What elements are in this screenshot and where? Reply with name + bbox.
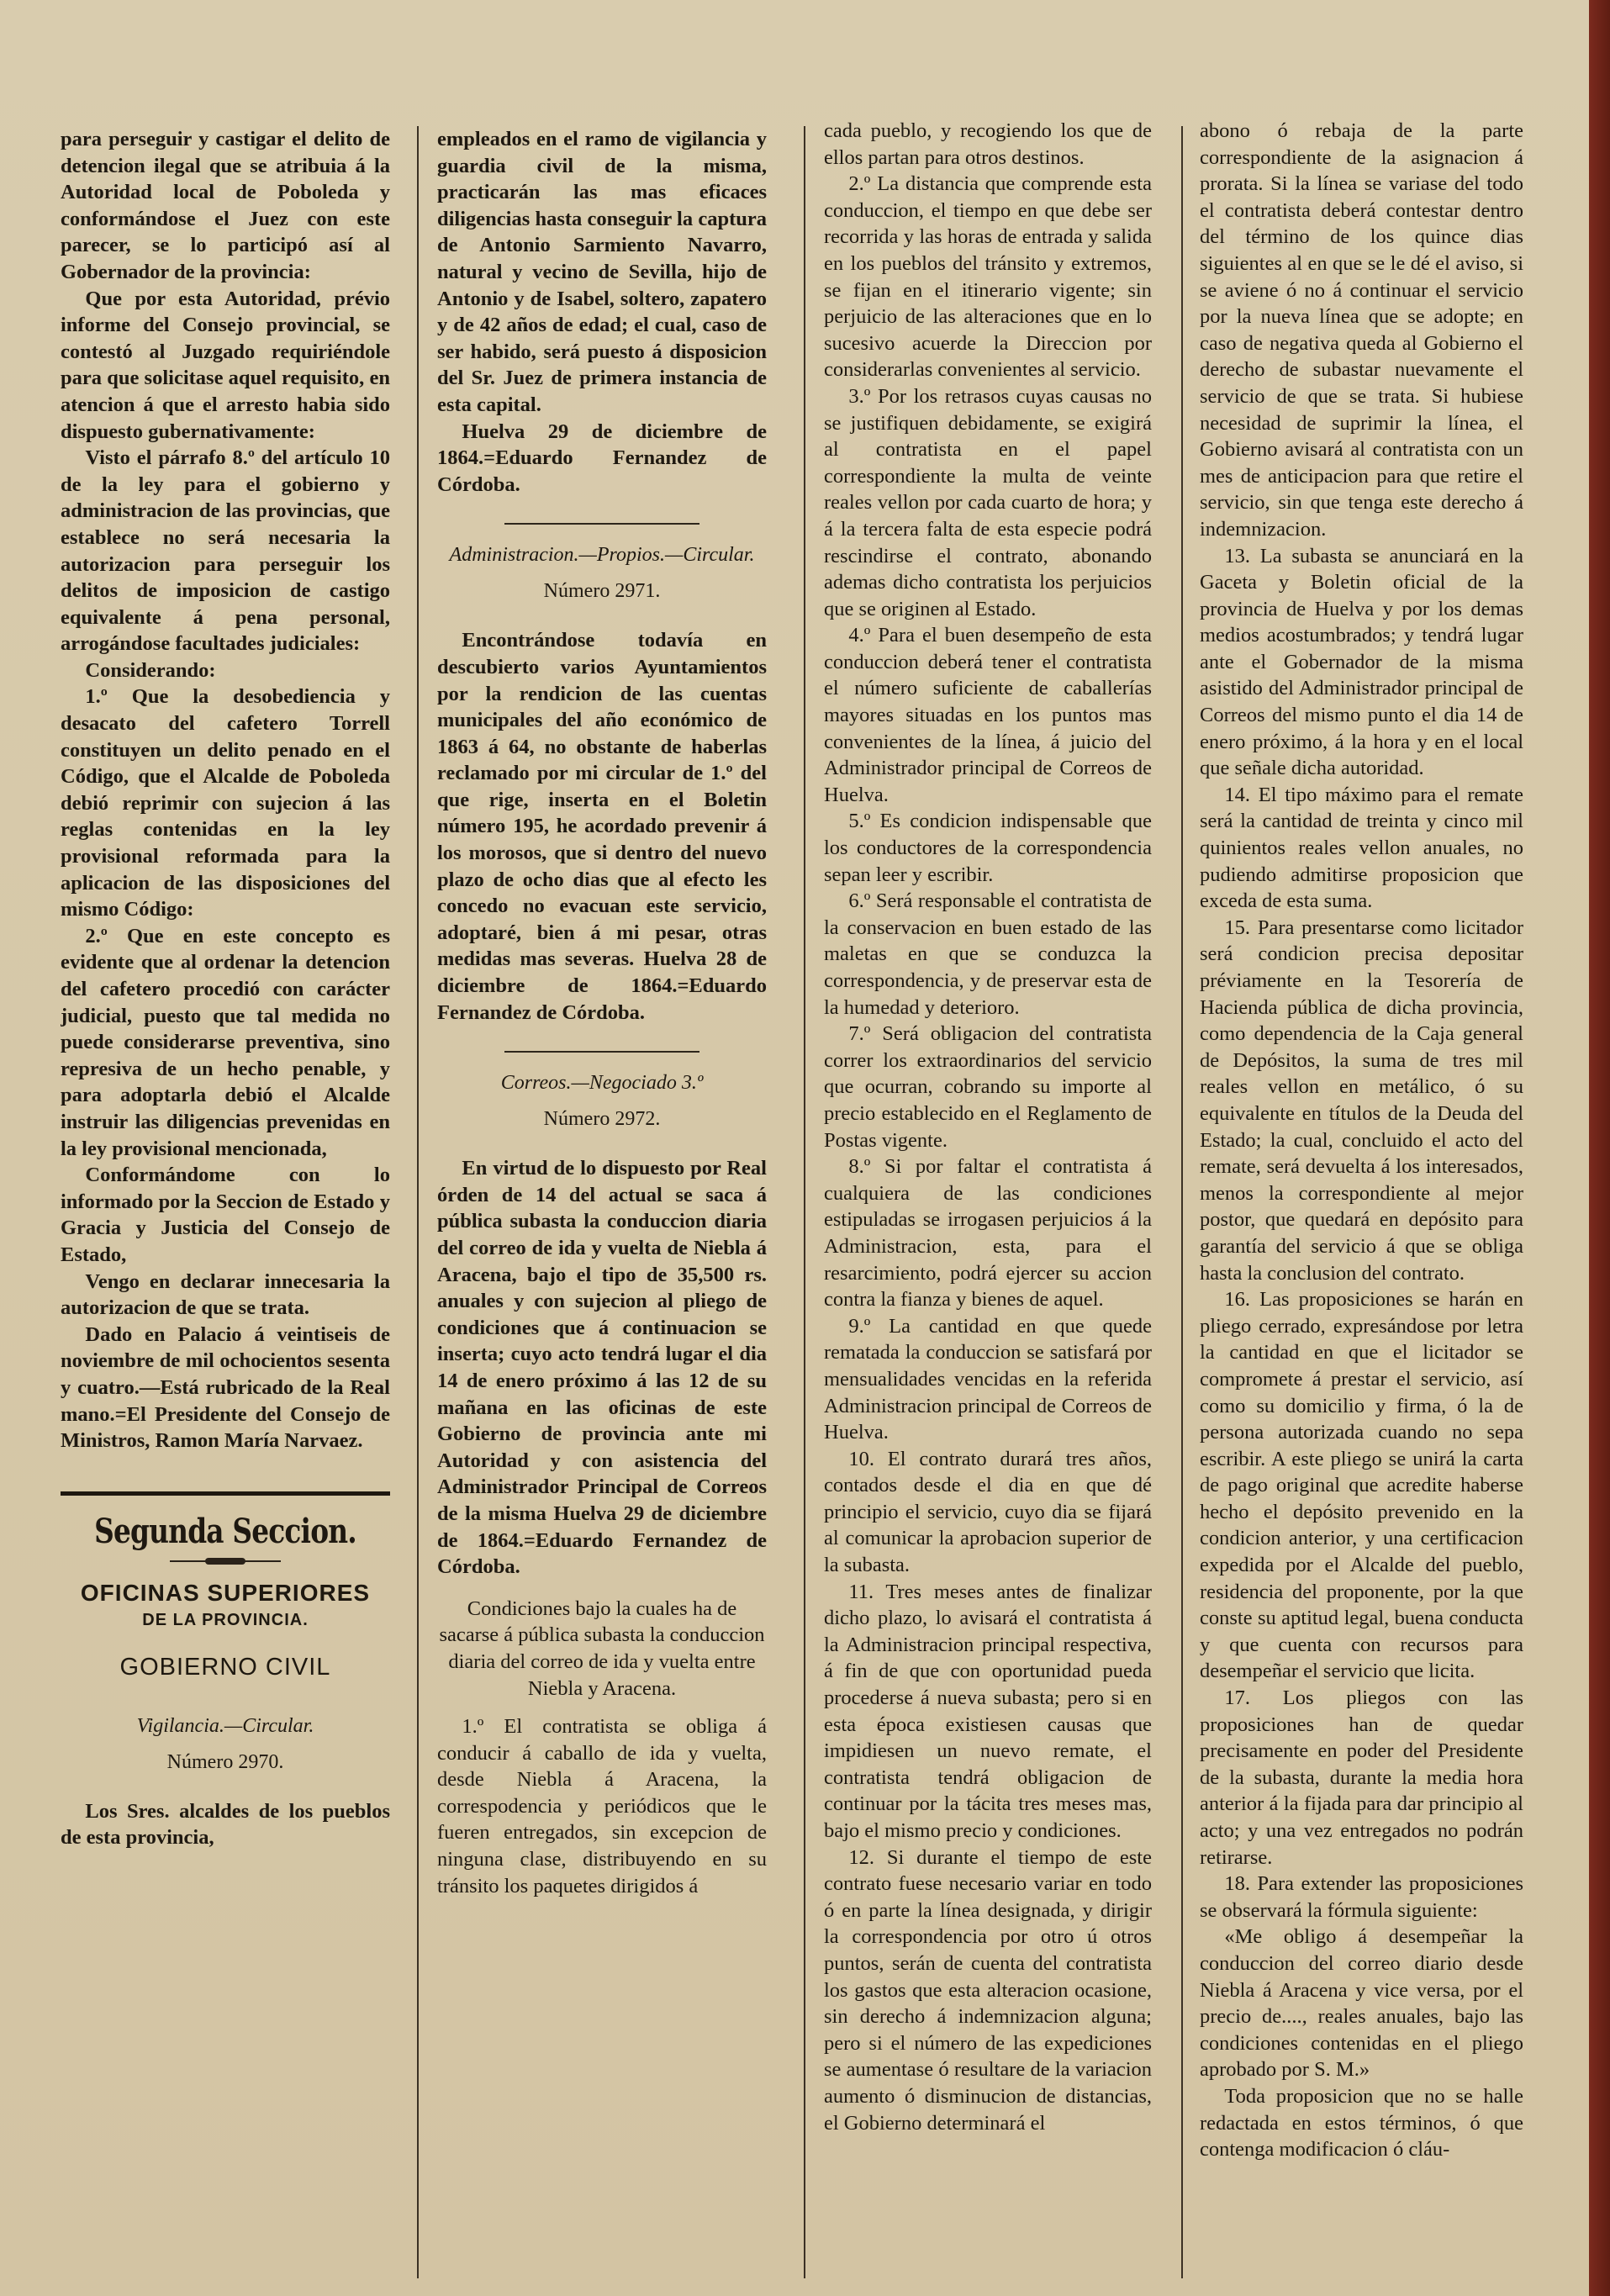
paragraph: 17. Los pliegos con las proposiciones han de quedar precisamente en poder del Presidente de la subasta, durante la media hora anterior á la fijada para dar principio al acto; y una vez entregados no podrán retirarse. bbox=[1200, 1686, 1523, 1869]
subsection-title: Correos.—Negociado 3.º bbox=[500, 1072, 704, 1095]
paragraph: 7.º Será obligacion del contratista correr los extraordinarios del servicio que ocurran, cobrando su importe al precio establecido en el Reglamento de Postas vigente. bbox=[824, 1022, 1152, 1152]
paragraph: Dado en Palacio á veintiseis de noviembre de mil ochocientos sesenta y cuatro.—Está rubricado de la Real mano.=El Presidente del Consejo de Ministros, Ramon María Narvaez. bbox=[61, 1322, 390, 1453]
notice-number: Número 2970. bbox=[166, 1750, 284, 1773]
paragraph: 15. Para presentarse como licitador será condicion precisa depositar préviamente en la Tesorería de Hacienda pública de dicha provincia, como dependencia de la Caja general de Depósitos, la suma de tres mil reales vellon en metálico, ó su equivalente en títulos de la Deuda del Estado; la cual, concluido el acto del remate, será devuelta á los interesados, menos la correspondiente al mejor postor, que quedará en depósito para garantía del servicio á que se obliga hasta la conclusion del contrato. bbox=[1200, 916, 1523, 1285]
paragraph: abono ó rebaja de la parte correspondiente de la asignacion á prorata. Si la línea se variase del todo el contratista deberá contestar dentro del término de los quince dias siguientes al en que se le dé el aviso, si se aviene ó no á continuar el servicio por la nueva línea que se adopte; en caso de negativa queda al Gobierno el derecho de subastar nuevamente el servicio de que se trata. Si hubiese necesidad de suprimir la línea, el Gobierno avisará al contratista con un mes de anticipacion para que retire el servicio, sin que tenga este derecho á indemnizacion. bbox=[1200, 119, 1523, 541]
column-rule bbox=[804, 126, 805, 2278]
office-title: OFICINAS SUPERIORES bbox=[80, 1579, 371, 1606]
section-divider bbox=[61, 1491, 390, 1496]
paragraph: Toda proposicion que no se halle redactada en estos términos, ó que contenga modificacion ó cláu- bbox=[1200, 2084, 1523, 2161]
government-title: GOBIERNO CIVIL bbox=[119, 1653, 331, 1681]
conditions-block bbox=[437, 1596, 767, 1900]
paragraph: 1.º El contratista se obliga á conducir á caballo de ida y vuelta, desde Niebla á Aracena, la correspodencia y periódicos que le fueren entregados, sin excepcion de ninguna clase, distribuyendo en su tránsito los paquetes dirigidos á bbox=[437, 1715, 767, 1897]
paragraph: 16. Las proposiciones se harán en pliego cerrado, expresándose por letra la cantidad en que el licitador se compromete á prestar el servicio, así como su domicilio y firma, ó la de persona autorizada cuando no sepa escribir. A este pliego se unirá la carta de pago original que acredite haberse hecho el depósito prevenido en la condicion anterior, y una certificacion expedida por el Alcalde del pueblo, residencia del proponente, por la que conste su aptitud legal, buena conducta y que cuenta con recursos para desempeñar el servicio que licita. bbox=[1200, 1288, 1523, 1683]
paragraph: 3.º Por los retrasos cuyas causas no se justifiquen debidamente, se exigirá al contratista en el papel correspondiente la multa de veinte reales vellon por cada cuarto de hora; y á la tercera falta de esta especie podrá rescindirse el contrato, abonando ademas dicho contratista los perjuicios que se originen al Estado. bbox=[824, 384, 1152, 620]
paragraph: 8.º Si por faltar el contratista á cualquiera de las condiciones estipuladas se irrogasen perjuicios á la Administracion, esta, para el resarcimiento, podrá ejercer su accion contra la fianza y bienes de aquel. bbox=[824, 1155, 1152, 1312]
paragraph: 4.º Para el buen desempeño de esta conduccion deberá tener el contratista el número suficiente de caballerías mayores situadas en los puntos mas convenientes de la línea, á juicio del Administrador principal de Correos de Huelva. bbox=[824, 624, 1152, 806]
paragraph: Que por esta Autoridad, prévio informe del Consejo provincial, se contestó al Juzgado requiriéndole para que solicitase aquel requisito, en atencion á que el arresto habia sido dispuesto gubernativamente: bbox=[61, 287, 390, 443]
paragraph: 1.º Que la desobediencia y desacato del cafetero Torrell constituyen un delito penado en el Código, que el Alcalde de Poboleda debió reprimir con sujecion á las reglas contenidas en la ley provisional reformada para la aplicacion de las disposiciones del mismo Código: bbox=[61, 685, 390, 921]
subsection-title: Vigilancia.—Circular. bbox=[136, 1714, 314, 1737]
conditions-title: Condiciones bajo la cuales ha de sacarse á pública subasta la conduccion diaria del correo de ida y vuelta entre Niebla y Aracena. bbox=[439, 1597, 765, 1700]
column-4 bbox=[1200, 118, 1523, 2257]
paragraph: 2.º La distancia que comprende esta conduccion, el tiempo en que debe ser recorrida y las horas de entrada y salida en los pueblos del tránsito y extremos, se fijan en el itinerario vigente; sin perjuicio de las alteraciones que en lo sucesivo acuerde la Direccion por considerarlas convenientes al servicio. bbox=[824, 172, 1152, 382]
paragraph: 10. El contrato durará tres años, contados desde el dia en que dé principio el servicio, cuyo dia se fijará al comunicar la aprobacion superior de la subasta. bbox=[824, 1447, 1152, 1577]
notice-number: Número 2971. bbox=[543, 580, 661, 603]
paragraph: 9.º La cantidad en que quede rematada la conduccion se satisfará por mensualidades vencidas en la referida Administracion principal de Correos de Huelva. bbox=[824, 1314, 1152, 1444]
paragraph: 13. La subasta se anunciará en la Gaceta y Boletin oficial de la provincia de Huelva y por los demas medios acostumbrados; y tendrá lugar ante el Gobernador de la misma asistido del Administrador principal de Correos del mismo punto el dia 14 de enero próximo, á la hora y en el local que señale dicha autoridad. bbox=[1200, 544, 1523, 780]
paragraph: 2.º Que en este concepto es evidente que al ordenar la detencion del cafetero procedió con carácter judicial, puesto que tal medida no puede considerarse preventiva, sino represiva de un hecho penable, y para adoptarla debió el Alcalde instruir las diligencias prevenidas en la ley provisional mencionada, bbox=[61, 924, 390, 1160]
ornament-divider bbox=[61, 1556, 390, 1566]
paragraph: Los Sres. alcaldes de los pueblos de esta provincia, bbox=[61, 1799, 390, 1850]
paragraph: 6.º Será responsable el contratista de la conservacion en buen estado de las maletas en que se conduzca la correspondencia, y de preservar esta de la humedad y deterioro. bbox=[824, 889, 1152, 1019]
paragraph: 11. Tres meses antes de finalizar dicho plazo, lo avisará el contratista á la Administracion principal respectiva, á fin de que con oportunidad pueda procederse á nueva subasta; pero si en esta época existiesen causas que impidiesen un nuevo remate, el contratista tendrá obligacion de continuar por la tácita tres meses mas, bajo el mismo precio y condiciones. bbox=[824, 1580, 1152, 1842]
notice-number: Número 2972. bbox=[543, 1108, 661, 1131]
page-edge bbox=[1589, 0, 1610, 2296]
divider bbox=[504, 1051, 699, 1053]
paragraph: para perseguir y castigar el delito de detencion ilegal que se atribuia á la Autoridad local de Poboleda y conformándose el Juez con este parecer, se lo participó así al Gobernador de la provincia: bbox=[61, 128, 390, 283]
paragraph: 18. Para extender las proposiciones se observará la fórmula siguiente: bbox=[1200, 1872, 1523, 1922]
paragraph: cada pueblo, y recogiendo los que de ellos partan para otros destinos. bbox=[824, 119, 1152, 169]
paragraph: Conformándome con lo informado por la Seccion de Estado y Gracia y Justicia del Consejo de Estado, bbox=[61, 1164, 390, 1266]
column-rule bbox=[1181, 126, 1183, 2278]
section-title: Segunda Seccion. bbox=[94, 1511, 356, 1551]
divider bbox=[504, 523, 699, 525]
paragraph: 12. Si durante el tiempo de este contrato fuese necesario variar en todo ó en parte la línea designada, y dirigir la correspondencia por otro ú otros puntos, serán de cuenta del contratista los gastos que esta alteracion ocasione, sin derecho á indemnizacion alguna; pero si el número de las expediciones se aumentase ó resultare de la variacion aumento ó disminucion de distancias, el Gobierno determinará el bbox=[824, 1845, 1152, 2135]
subsection-title: Administracion.—Propios.—Circular. bbox=[449, 544, 755, 567]
paragraph: Visto el párrafo 8.º del artículo 10 de la ley para el gobierno y administracion de las provincias, que establece no será necesaria la autorizacion para perseguir los delitos de imposicion de castigo equivalente á pena personal, arrogándose facultades judiciales: bbox=[61, 446, 390, 656]
paragraph: 14. El tipo máximo para el remate será la cantidad de treinta y cinco mil quinientos reales vellon anuales, no pudiendo admitirse proposicion que exceda de esta suma. bbox=[1200, 783, 1523, 913]
paragraph: En virtud de lo dispuesto por Real órden de 14 del actual se saca á pública subasta la conduccion diaria del correo de ida y vuelta de Niebla á Aracena, bajo el tipo de 35,500 rs. anuales y con sujecion al pliego de condiciones que á continuacion se inserta; cuyo acto tendrá lugar el dia 14 de enero próximo á las 12 de su mañana en las oficinas de este Gobierno de provincia ante mi Autoridad y con asistencia del Administrador Principal de Correos de la misma Huelva 29 de diciembre de 1864.=Eduardo Fernandez de Córdoba. bbox=[437, 1157, 767, 1579]
paragraph: 5.º Es condicion indispensable que los conductores de la correspondencia sepan leer y escribir. bbox=[824, 810, 1152, 886]
paragraph: Vengo en declarar innecesaria la autorizacion de que se trata. bbox=[61, 1269, 390, 1320]
column-rule bbox=[417, 126, 419, 2278]
paragraph: «Me obligo á desempeñar la conduccion del correo diario desde Niebla á Aracena y vice versa, por el precio de...., reales anuales, bajo las condiciones contenidas en el pliego aprobado por S. M.» bbox=[1200, 1925, 1523, 2082]
paragraph: empleados en el ramo de vigilancia y guardia civil de la misma, practicarán las mas eficaces diligencias hasta conseguir la captura de Antonio Sarmiento Navarro, natural y vecino de Sevilla, hijo de Antonio y de Isabel, soltero, zapatero y de 42 años de edad; el cual, caso de ser habido, será puesto á disposicion del Sr. Juez de primera instancia de esta capital. bbox=[437, 128, 767, 416]
paragraph: Huelva 29 de diciembre de 1864.=Eduardo Fernandez de Córdoba. bbox=[437, 420, 767, 496]
column-3 bbox=[824, 118, 1152, 2257]
paragraph: Considerando: bbox=[85, 658, 216, 682]
column-2 bbox=[437, 126, 767, 2266]
paragraph: Encontrándose todavía en descubierto varios Ayuntamientos por la rendicion de las cuentas municipales del año económico de 1863 á 64, no obstante de haberlas reclamado por mi circular de 1.º del que rige, inserta en el Boletin número 195, he acordado prevenir á los morosos, que si dentro del nuevo plazo de ocho dias que al efecto les concedo no evacuan este servicio, adoptaré, bien á mi pesar, otras medidas mas severas. Huelva 28 de diciembre de 1864.=Eduardo Fernandez de Córdoba. bbox=[437, 629, 767, 1024]
office-subtitle: DE LA PROVINCIA. bbox=[142, 1610, 309, 1629]
column-1 bbox=[61, 126, 390, 2266]
